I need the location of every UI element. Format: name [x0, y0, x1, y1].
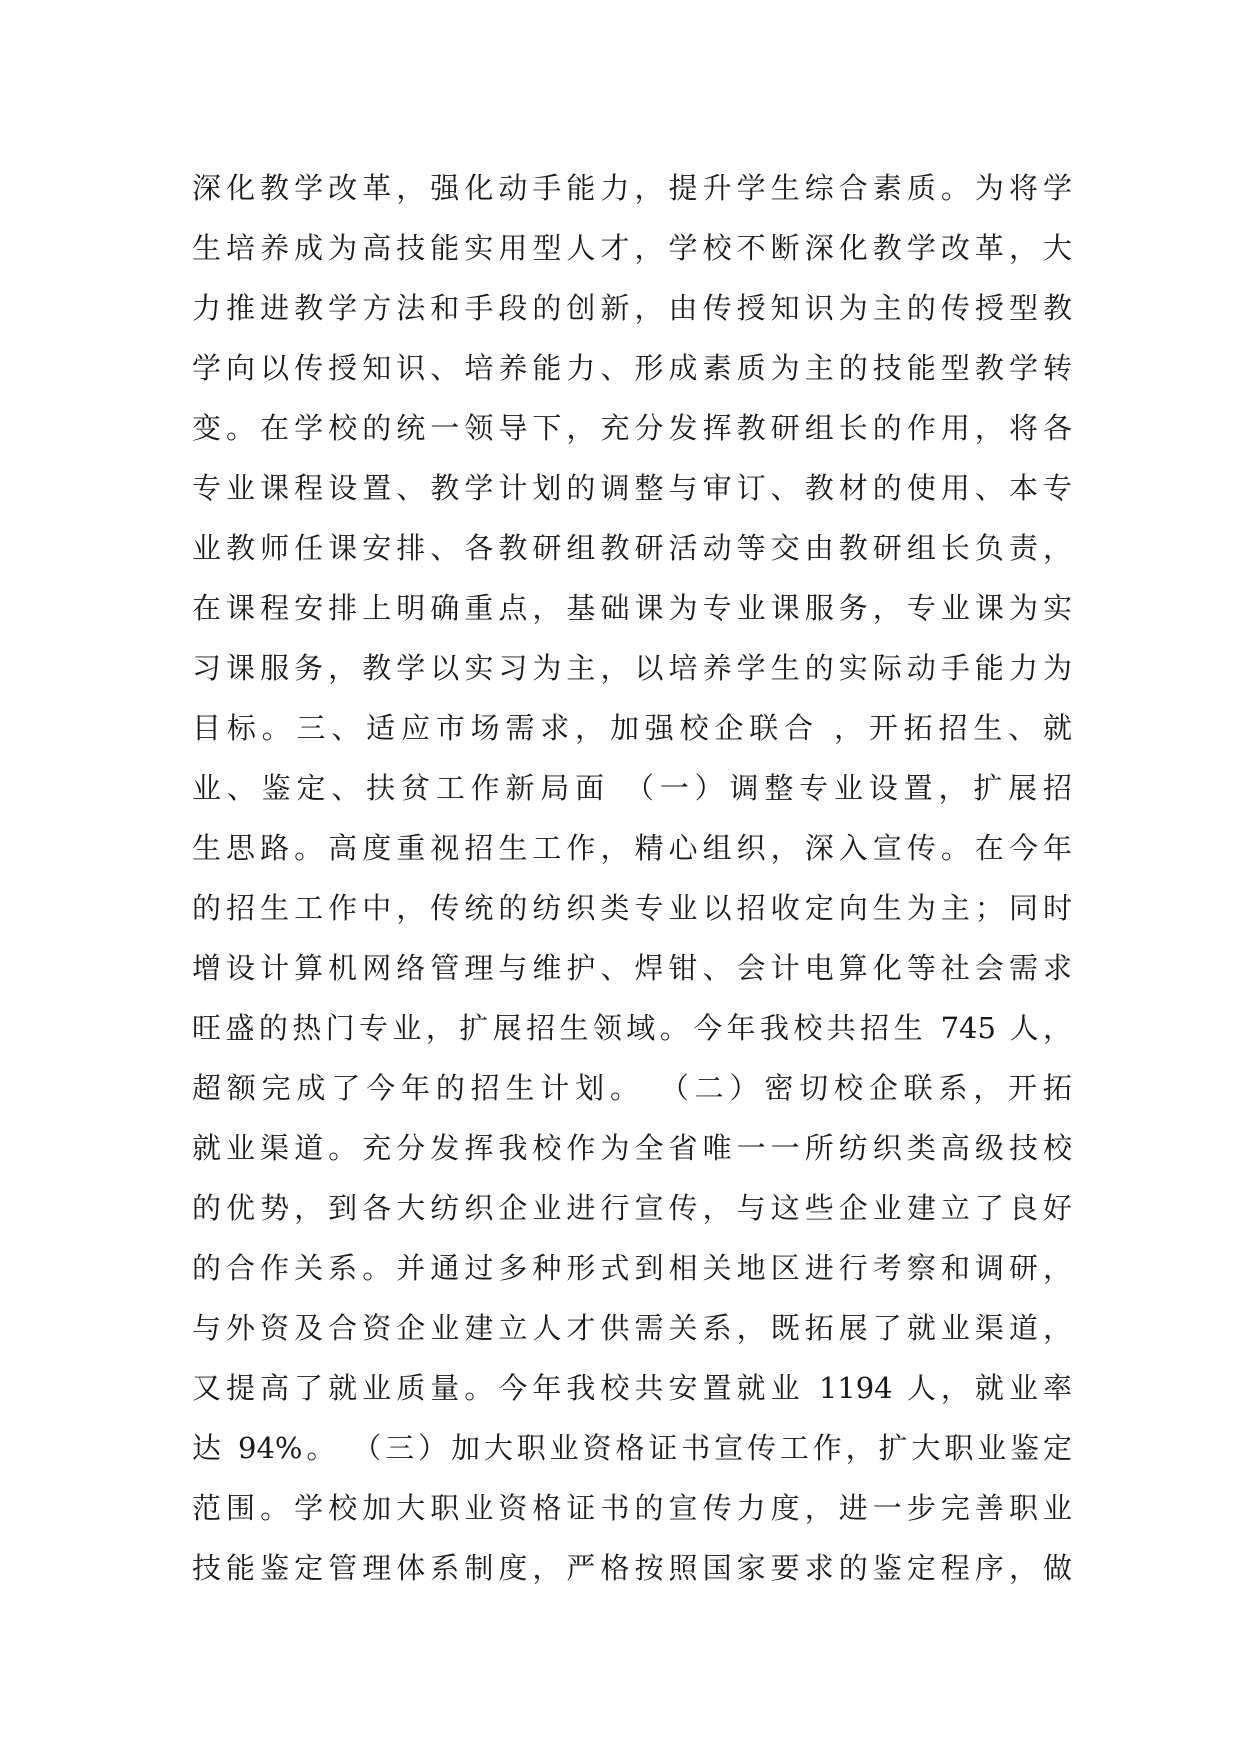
- text-line: 业、鉴定、扶贫工作新局面 （一）调整专业设置，扩展招: [192, 771, 1072, 805]
- text-line: 的招生工作中，传统的纺织类专业以招收定向生为主；同时: [192, 891, 1072, 925]
- text-line: 深化教学改革，强化动手能力，提升学生综合素质。为将学: [192, 171, 1072, 205]
- text-line: 的合作关系。并通过多种形式到相关地区进行考察和调研，: [192, 1251, 1072, 1285]
- text-line: 变。在学校的统一领导下，充分发挥教研组长的作用，将各: [192, 411, 1072, 445]
- text-line: 的优势，到各大纺织企业进行宣传，与这些企业建立了良好: [192, 1191, 1072, 1225]
- text-line: 专业课程设置、教学计划的调整与审订、教材的使用、本专: [192, 471, 1072, 505]
- body-text: [192, 158, 1072, 1598]
- text-line: 达 94%。 （三）加大职业资格证书宣传工作，扩大职业鉴定: [192, 1431, 1072, 1465]
- text-line: 生思路。高度重视招生工作，精心组织，深入宣传。在今年: [192, 831, 1072, 865]
- text-line: 又提高了就业质量。今年我校共安置就业 1194 人，就业率: [192, 1371, 1072, 1405]
- text-line: 力推进教学方法和手段的创新，由传授知识为主的传授型教: [192, 291, 1072, 325]
- text-line: 目标。三、适应市场需求，加强校企联合 ，开拓招生、就: [192, 711, 1072, 745]
- text-line: 在课程安排上明确重点，基础课为专业课服务，专业课为实: [192, 591, 1072, 625]
- text-line: 就业渠道。充分发挥我校作为全省唯一一所纺织类高级技校: [192, 1131, 1072, 1165]
- text-line: 生培养成为高技能实用型人才，学校不断深化教学改革，大: [192, 231, 1072, 265]
- text-line: 技能鉴定管理体系制度，严格按照国家要求的鉴定程序，做: [192, 1551, 1072, 1585]
- text-line: 习课服务，教学以实习为主，以培养学生的实际动手能力为: [192, 651, 1072, 685]
- text-line: 增设计算机网络管理与维护、焊钳、会计电算化等社会需求: [192, 951, 1072, 985]
- text-line: 旺盛的热门专业，扩展招生领域。今年我校共招生 745 人，: [192, 1011, 1072, 1045]
- text-line: 范围。学校加大职业资格证书的宣传力度，进一步完善职业: [192, 1491, 1072, 1525]
- text-line: 超额完成了今年的招生计划。 （二）密切校企联系，开拓: [192, 1071, 1072, 1105]
- text-line: 业教师任课安排、各教研组教研活动等交由教研组长负责，: [192, 531, 1072, 565]
- text-line: 与外资及合资企业建立人才供需关系，既拓展了就业渠道，: [192, 1311, 1072, 1345]
- text-line: 学向以传授知识、培养能力、形成素质为主的技能型教学转: [192, 351, 1072, 385]
